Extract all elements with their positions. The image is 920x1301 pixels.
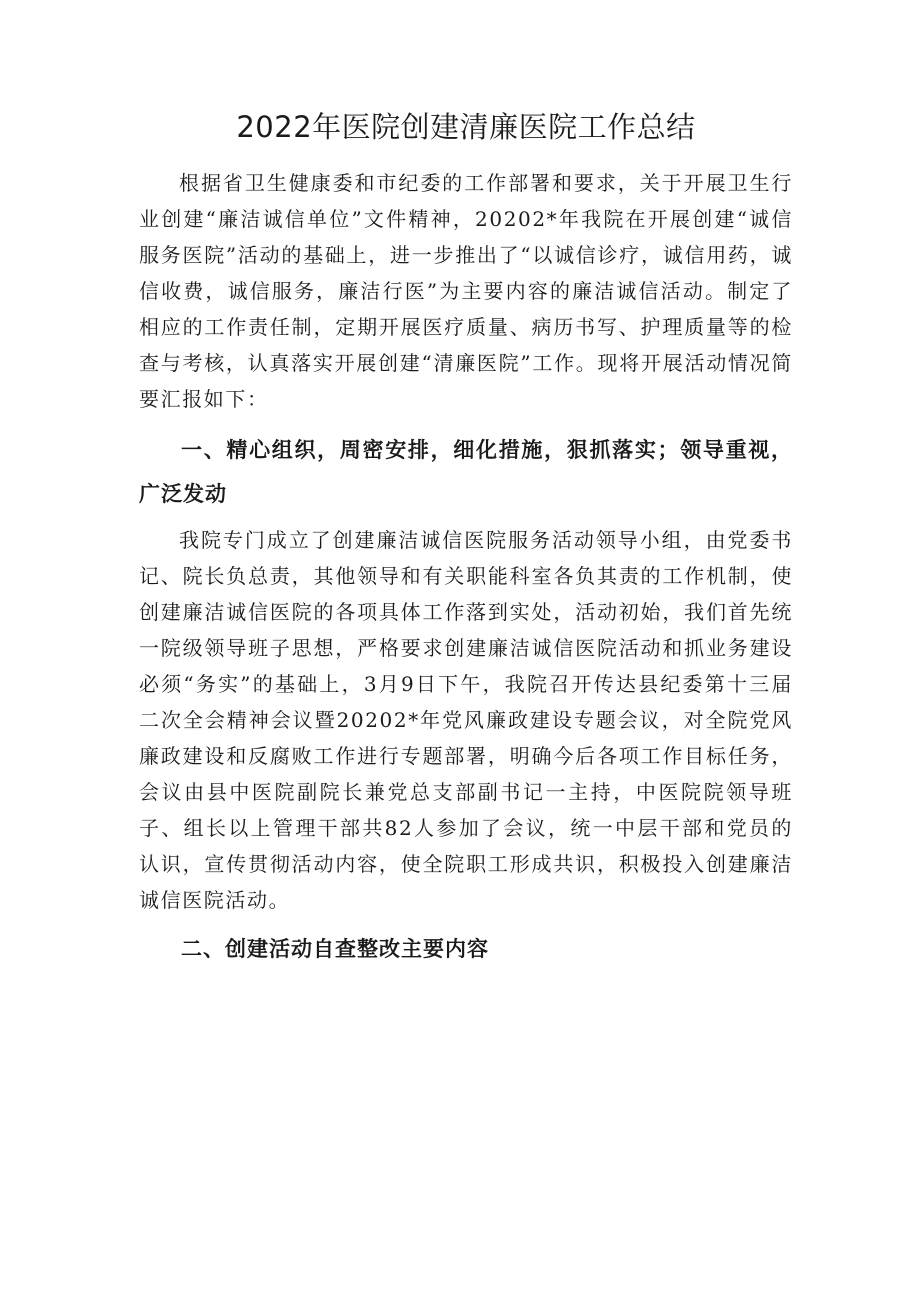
section-heading-2: 二、创建活动自查整改主要内容 <box>181 937 489 961</box>
intro-paragraph: 根据省卫生健康委和市纪委的工作部署和要求，关于开展卫生行业创建“廉洁诚信单位”文件精神，20202*年我院在开展创建“诚信服务医院”活动的基础上，进一步推出了“以诚信诊疗，诚信用药，诚信收费，诚信服务，廉洁行医”为主要内容的廉洁诚信活动。制定了相应的工作责任制，定期开展医疗质量、病历书写、护理质量等的检查与考核，认真落实开展创建“清廉医院”工作。现将开展活动情况简要汇报如下： <box>139 171 793 411</box>
section-1-paragraph: 我院专门成立了创建廉洁诚信医院服务活动领导小组，由党委书记、院长负总责，其他领导和有关职能科室各负其责的工作机制，使创建廉洁诚信医院的各项具体工作落到实处，活动初始，我们首先统一院级领导班子思想，严格要求创建廉洁诚信医院活动和抓业务建设必须“务实”的基础上，3月9日下午，我院召开传达县纪委第十三届二次全会精神会议暨20202*年党风廉政建设专题会议，对全院党风廉政建设和反腐败工作进行专题部署，明确今后各项工作目标任务，会议由县中医院副院长兼党总支部副书记一主持，中医院院领导班子、组长以上管理干部共82人参加了会议，统一中层干部和党员的认识，宣传贯彻活动内容，使全院职工形成共识，积极投入创建廉洁诚信医院活动。 <box>139 528 793 912</box>
document-title: 2022年医院创建清廉医院工作总结 <box>236 110 696 144</box>
document-body <box>139 100 793 971</box>
section-heading-1: 一、精心组织，周密安排，细化措施，狠抓落实；领导重视，广泛发动 <box>139 438 793 506</box>
